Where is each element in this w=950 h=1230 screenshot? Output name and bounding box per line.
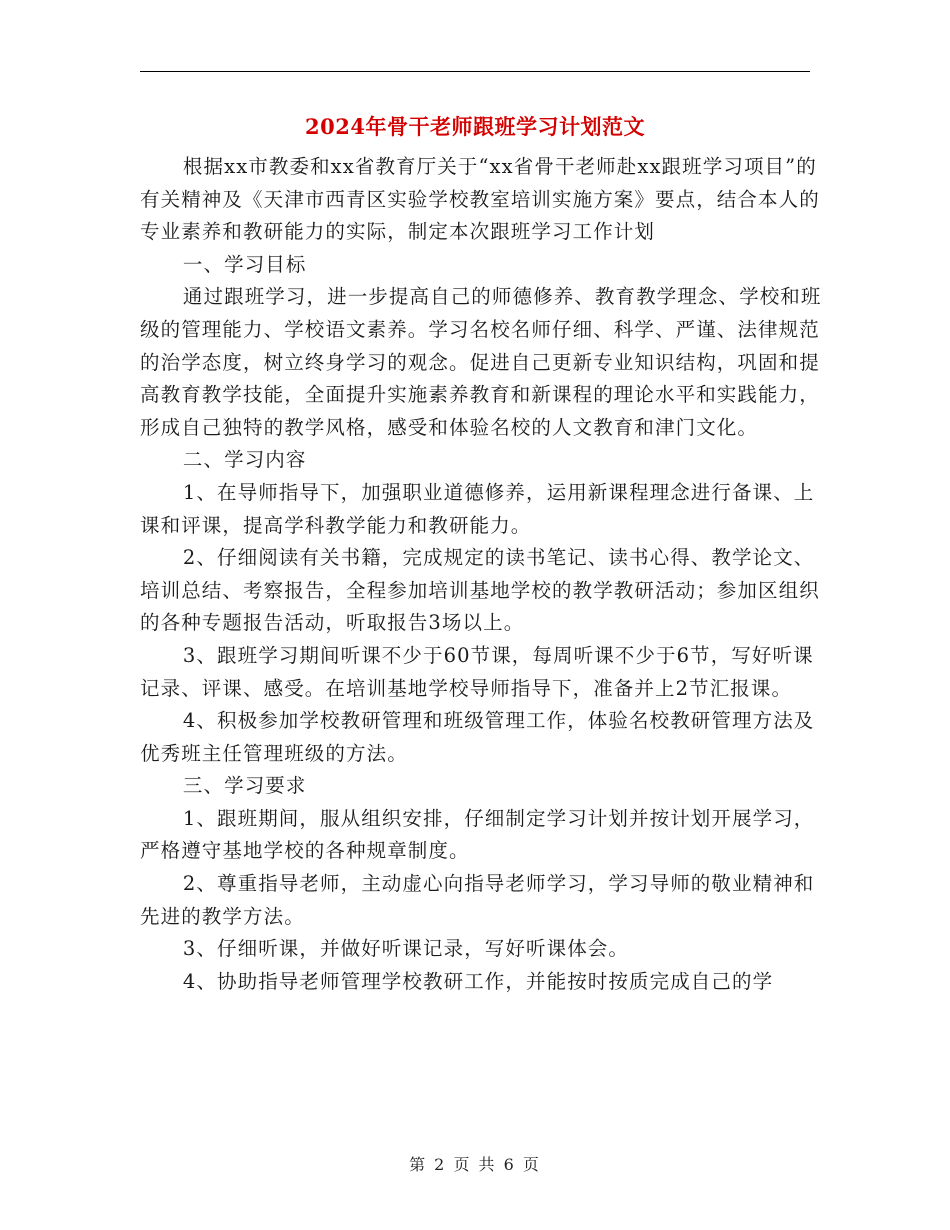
- requirement-item-3: 3、仔细听课，并做好听课记录，写好听课体会。: [182, 937, 629, 961]
- content-item-4: 4、积极参加学校教研管理和班级管理工作，体验名校教研管理方法及优秀班主任管理班级的方法。: [140, 709, 815, 765]
- content-item-3: 3、跟班学习期间听课不少于60节课，每周听课不少于6节，写好听课记录、评课、感受。在培训基地学校导师指导下，准备并上2节汇报课。: [140, 643, 814, 700]
- header-rule: [140, 71, 810, 72]
- goals-paragraph: 通过跟班学习，进一步提高自己的师德修养、教育教学理念、学校和班级的管理能力、学校语文素养。学习名校名师仔细、科学、严谨、法律规范的治学态度，树立终身学习的观念。促进自己更新专业知识结构，巩固和提高教育教学技能，全面提升实施素养教育和新课程的理论水平和实践能力，形成自己独特的教学风格，感受和体验名校的人文教育和津门文化。: [140, 285, 822, 439]
- page-number-footer: 第 2 页 共 6 页: [409, 1155, 541, 1174]
- intro-paragraph: 根据xx市教委和xx省教育厅关于“xx省骨干老师赴xx跟班学习项目”的有关精神及《天津市西青区实验学校教室培训实施方案》要点，结合本人的专业素养和教研能力的实际，制定本次跟班学习工作计划: [140, 155, 820, 244]
- section-heading-requirements: 三、学习要求: [182, 774, 307, 798]
- document-body: [140, 151, 830, 998]
- content-item-1: 1、在导师指导下，加强职业道德修养，运用新课程理念进行备课、上课和评课，提高学科教学能力和教研能力。: [140, 480, 815, 537]
- requirement-item-4: 4、协助指导老师管理学校教研工作，并能按时按质完成自己的学: [182, 969, 774, 993]
- section-heading-goals: 一、学习目标: [182, 252, 307, 276]
- section-heading-content: 二、学习内容: [182, 448, 307, 472]
- requirement-item-2: 2、尊重指导老师，主动虚心向指导老师学习，学习导师的敬业精神和先进的教学方法。: [140, 872, 815, 928]
- requirement-item-1: 1、跟班期间，服从组织安排，仔细制定学习计划并按计划开展学习，严格遵守基地学校的各种规章制度。: [140, 806, 815, 863]
- document-title: 2024年骨干老师跟班学习计划范文: [305, 114, 645, 139]
- content-item-2: 2、仔细阅读有关书籍，完成规定的读书笔记、读书心得、教学论文、培训总结、考察报告，全程参加培训基地学校的教学教研活动；参加区组织的各种专题报告活动，听取报告3场以上。: [140, 546, 820, 635]
